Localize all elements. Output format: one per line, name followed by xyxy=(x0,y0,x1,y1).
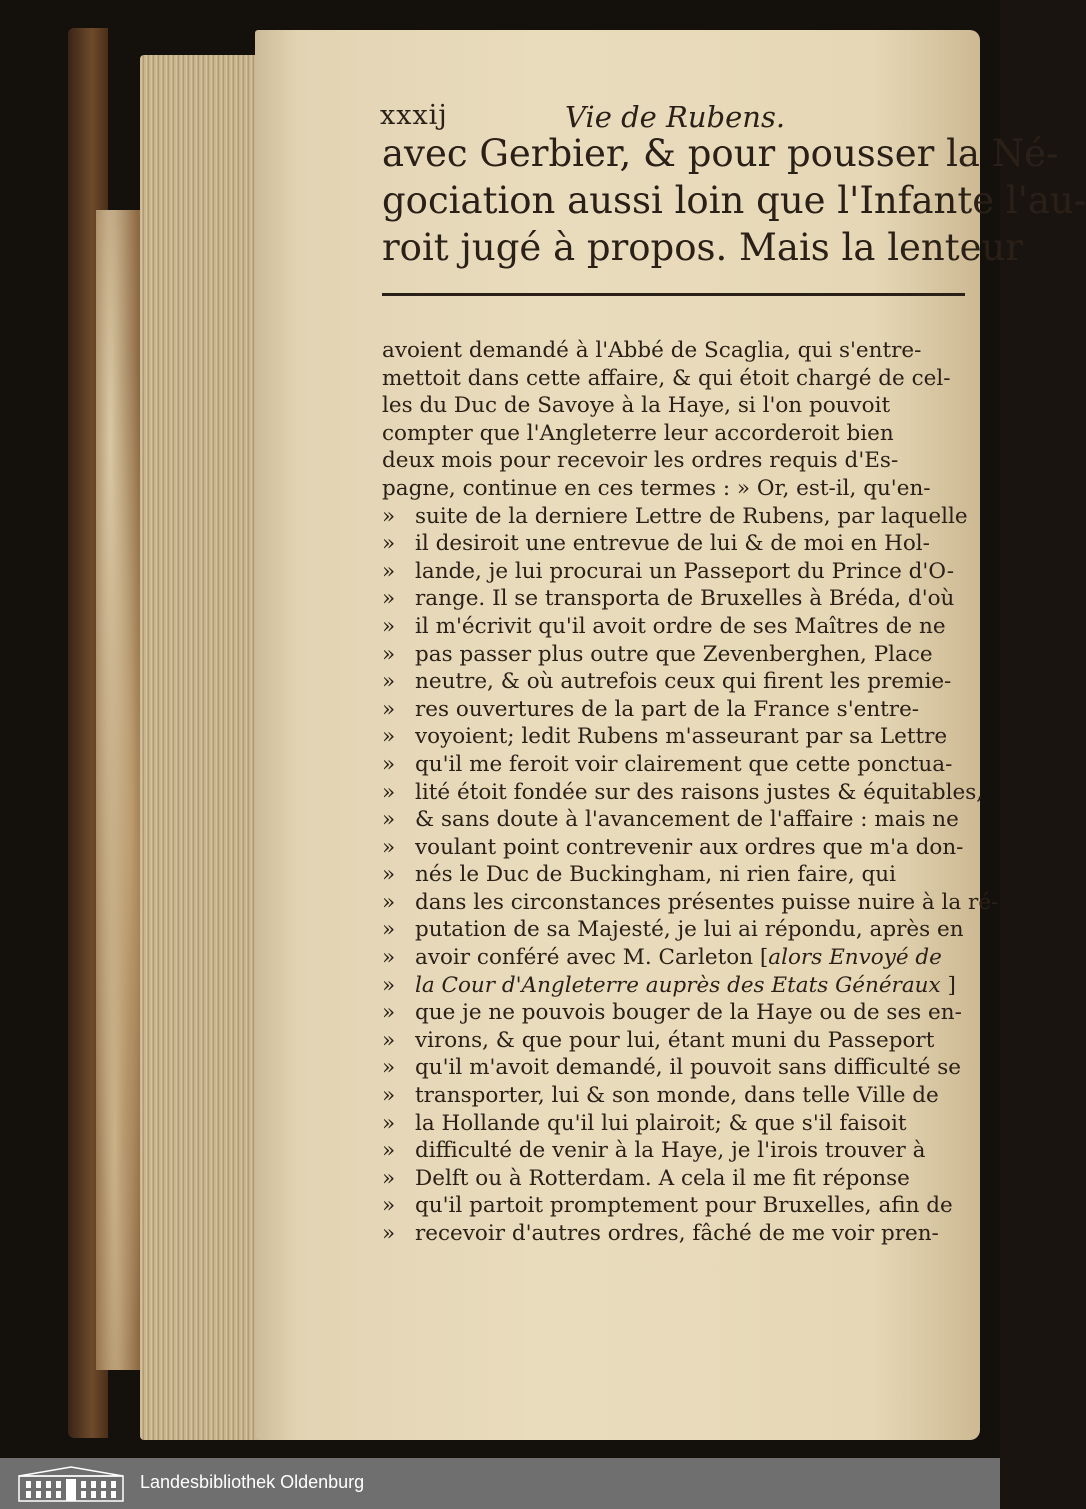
line-content xyxy=(415,806,959,834)
quote-mark: » xyxy=(382,1027,396,1053)
line-text: suite de la derniere Lettre de Rubens, par laquelle xyxy=(415,503,968,529)
quote-mark: » xyxy=(382,834,396,860)
quote-mark: » xyxy=(382,724,396,750)
quote-mark: » xyxy=(382,807,396,833)
line-text: lité étoit fondée sur des raisons justes & équitables, xyxy=(415,779,984,805)
line-content xyxy=(415,751,952,779)
quote-mark: » xyxy=(382,586,396,612)
large-text-line: gociation aussi loin que l'Infante l'au- xyxy=(382,179,1086,222)
line-text: neutre, & où autrefois ceux qui firent les premie- xyxy=(415,669,952,695)
quote-mark: » xyxy=(382,1110,396,1136)
large-text-block xyxy=(382,130,1086,271)
text-line xyxy=(382,1082,977,1110)
line-text: pas passer plus outre que Zevenberghen, Place xyxy=(415,641,933,667)
line-content xyxy=(415,558,954,586)
text-line xyxy=(382,723,977,751)
italic-text: alors Envoyé de xyxy=(768,945,942,971)
text-line xyxy=(382,585,977,613)
line-text: lande, je lui procurai un Passeport du Prince d'O- xyxy=(415,558,954,584)
quote-mark: » xyxy=(382,1055,396,1081)
quote-mark: » xyxy=(382,862,396,888)
line-content xyxy=(415,1137,925,1165)
line-content xyxy=(415,1192,953,1220)
line-content xyxy=(415,723,947,751)
footer-bar xyxy=(0,1458,1000,1509)
quote-mark: » xyxy=(382,531,396,557)
line-content xyxy=(415,944,942,972)
line-text: avoir conféré avec M. Carleton [ xyxy=(415,945,769,971)
line-content xyxy=(382,420,894,448)
text-line xyxy=(382,1137,977,1165)
text-line xyxy=(382,365,977,393)
text-line xyxy=(382,475,977,503)
text-line xyxy=(382,972,977,1000)
text-line xyxy=(382,944,977,972)
line-text: qu'il partoit promptement pour Bruxelles, afin de xyxy=(415,1193,953,1219)
quote-mark: » xyxy=(382,751,396,777)
line-text: putation de sa Majesté, je lui ai répondu, après en xyxy=(415,917,964,943)
line-text: res ouvertures de la part de la France s'entre- xyxy=(415,696,920,722)
text-line xyxy=(382,558,977,586)
text-line xyxy=(382,1054,977,1082)
line-content xyxy=(415,503,968,531)
line-text: dans les circonstances présentes puisse nuire à la ré- xyxy=(415,889,999,915)
quote-mark: » xyxy=(382,669,396,695)
text-line xyxy=(382,1110,977,1138)
text-line xyxy=(382,613,977,641)
quote-mark: » xyxy=(382,1193,396,1219)
line-text: virons, & que pour lui, étant muni du Passeport xyxy=(415,1027,935,1053)
text-line xyxy=(382,1165,977,1193)
quote-mark: » xyxy=(382,1000,396,1026)
line-text: avoient demandé à l'Abbé de Scaglia, qui s'entre- xyxy=(382,338,922,363)
text-line xyxy=(382,861,977,889)
line-content xyxy=(415,1165,910,1193)
line-text: il desiroit une entrevue de lui & de moi en Hol- xyxy=(415,531,930,557)
text-line xyxy=(382,1192,977,1220)
large-text-line: roit jugé à propos. Mais la lenteur xyxy=(382,226,1024,269)
line-text: recevoir d'autres ordres, fâché de me voir pren- xyxy=(415,1221,939,1246)
line-text: voyoient; ledit Rubens m'asseurant par sa Lettre xyxy=(415,724,948,750)
text-line xyxy=(382,530,977,558)
italic-text: la Cour d'Angleterre auprès des Etats Généraux xyxy=(415,972,941,998)
line-content xyxy=(382,447,898,475)
text-line xyxy=(382,1027,977,1055)
line-content xyxy=(415,999,962,1027)
quote-mark: » xyxy=(382,1221,396,1246)
text-line xyxy=(382,779,984,807)
text-line xyxy=(382,889,999,917)
text-line xyxy=(382,806,977,834)
line-text: voulant point contrevenir aux ordres que m'a don- xyxy=(415,834,964,860)
large-text-line: avec Gerbier, & pour pousser la Né- xyxy=(382,132,1059,175)
text-line xyxy=(382,337,977,365)
page-folio: xxxij xyxy=(380,100,448,131)
text-line xyxy=(382,668,977,696)
quote-mark: » xyxy=(382,696,396,722)
line-content xyxy=(415,668,951,696)
line-content xyxy=(415,889,998,917)
line-text: les du Duc de Savoye à la Haye, si l'on pouvoit xyxy=(382,393,891,419)
line-content xyxy=(415,972,956,1000)
line-content xyxy=(382,365,951,393)
line-content xyxy=(415,585,954,613)
line-content xyxy=(415,613,946,641)
text-line xyxy=(382,503,977,531)
line-text: pagne, continue en ces termes : » Or, est-il, qu'en- xyxy=(382,475,931,501)
quote-mark: » xyxy=(382,641,396,667)
quote-mark: » xyxy=(382,503,396,529)
library-name: Landesbibliothek Oldenburg xyxy=(140,1472,365,1492)
quote-mark: » xyxy=(382,889,396,915)
text-line xyxy=(382,999,977,1027)
library-building-icon xyxy=(18,1466,124,1502)
body-text xyxy=(382,337,999,1248)
horizontal-rule xyxy=(382,293,965,296)
quote-mark: » xyxy=(382,972,396,998)
line-content xyxy=(415,861,896,889)
line-text: range. Il se transporta de Bruxelles à Bréda, d'où xyxy=(415,586,955,612)
text-line xyxy=(382,1220,977,1248)
line-content xyxy=(415,916,964,944)
text-line xyxy=(382,447,977,475)
line-content xyxy=(415,1082,939,1110)
line-text: la Hollande qu'il lui plairoit; & que s'il faisoit xyxy=(415,1110,907,1136)
line-content xyxy=(415,1027,934,1055)
line-text: qu'il m'avoit demandé, il pouvoit sans difficulté se xyxy=(415,1055,962,1081)
line-text: deux mois pour recevoir les ordres requis d'Es- xyxy=(382,448,899,474)
quote-mark: » xyxy=(382,945,396,971)
line-tail: ] xyxy=(940,972,956,998)
line-content xyxy=(382,392,890,420)
line-content xyxy=(415,779,983,807)
quote-mark: » xyxy=(382,779,396,805)
page-edges xyxy=(140,55,260,1440)
text-line xyxy=(382,751,977,779)
line-text: il m'écrivit qu'il avoit ordre de ses Maîtres de ne xyxy=(415,613,946,639)
line-text: compter que l'Angleterre leur accorderoit bien xyxy=(382,420,894,446)
running-head-title: Vie de Rubens. xyxy=(565,100,786,134)
text-line xyxy=(382,834,977,862)
quote-mark: » xyxy=(382,613,396,639)
line-content xyxy=(415,696,919,724)
line-text: qu'il me feroit voir clairement que cette ponctua- xyxy=(415,751,953,777)
line-text: Delft ou à Rotterdam. A cela il me fit réponse xyxy=(415,1165,910,1191)
line-content xyxy=(415,1220,939,1248)
line-content xyxy=(382,337,921,365)
text-line xyxy=(382,641,977,669)
line-content xyxy=(415,834,963,862)
text-line xyxy=(382,696,977,724)
line-text: mettoit dans cette affaire, & qui étoit chargé de cel- xyxy=(382,365,951,391)
quote-mark: » xyxy=(382,917,396,943)
quote-mark: » xyxy=(382,1165,396,1191)
line-text: transporter, lui & son monde, dans telle Ville de xyxy=(415,1083,939,1109)
line-content xyxy=(415,530,930,558)
line-text: que je ne pouvois bouger de la Haye ou de ses en- xyxy=(415,1000,962,1026)
line-text: & sans doute à l'avancement de l'affaire : mais ne xyxy=(415,807,959,833)
text-line xyxy=(382,420,977,448)
quote-mark: » xyxy=(382,1138,396,1164)
line-content xyxy=(415,1110,906,1138)
marbled-endpaper xyxy=(96,210,144,1370)
line-content xyxy=(415,1054,961,1082)
line-text: nés le Duc de Buckingham, ni rien faire, qui xyxy=(415,862,896,888)
line-content xyxy=(415,641,933,669)
quote-mark: » xyxy=(382,1083,396,1109)
line-text: difficulté de venir à la Haye, je l'irois trouver à xyxy=(415,1138,926,1164)
text-line xyxy=(382,392,977,420)
text-line xyxy=(382,916,977,944)
line-content xyxy=(382,475,931,503)
quote-mark: » xyxy=(382,558,396,584)
